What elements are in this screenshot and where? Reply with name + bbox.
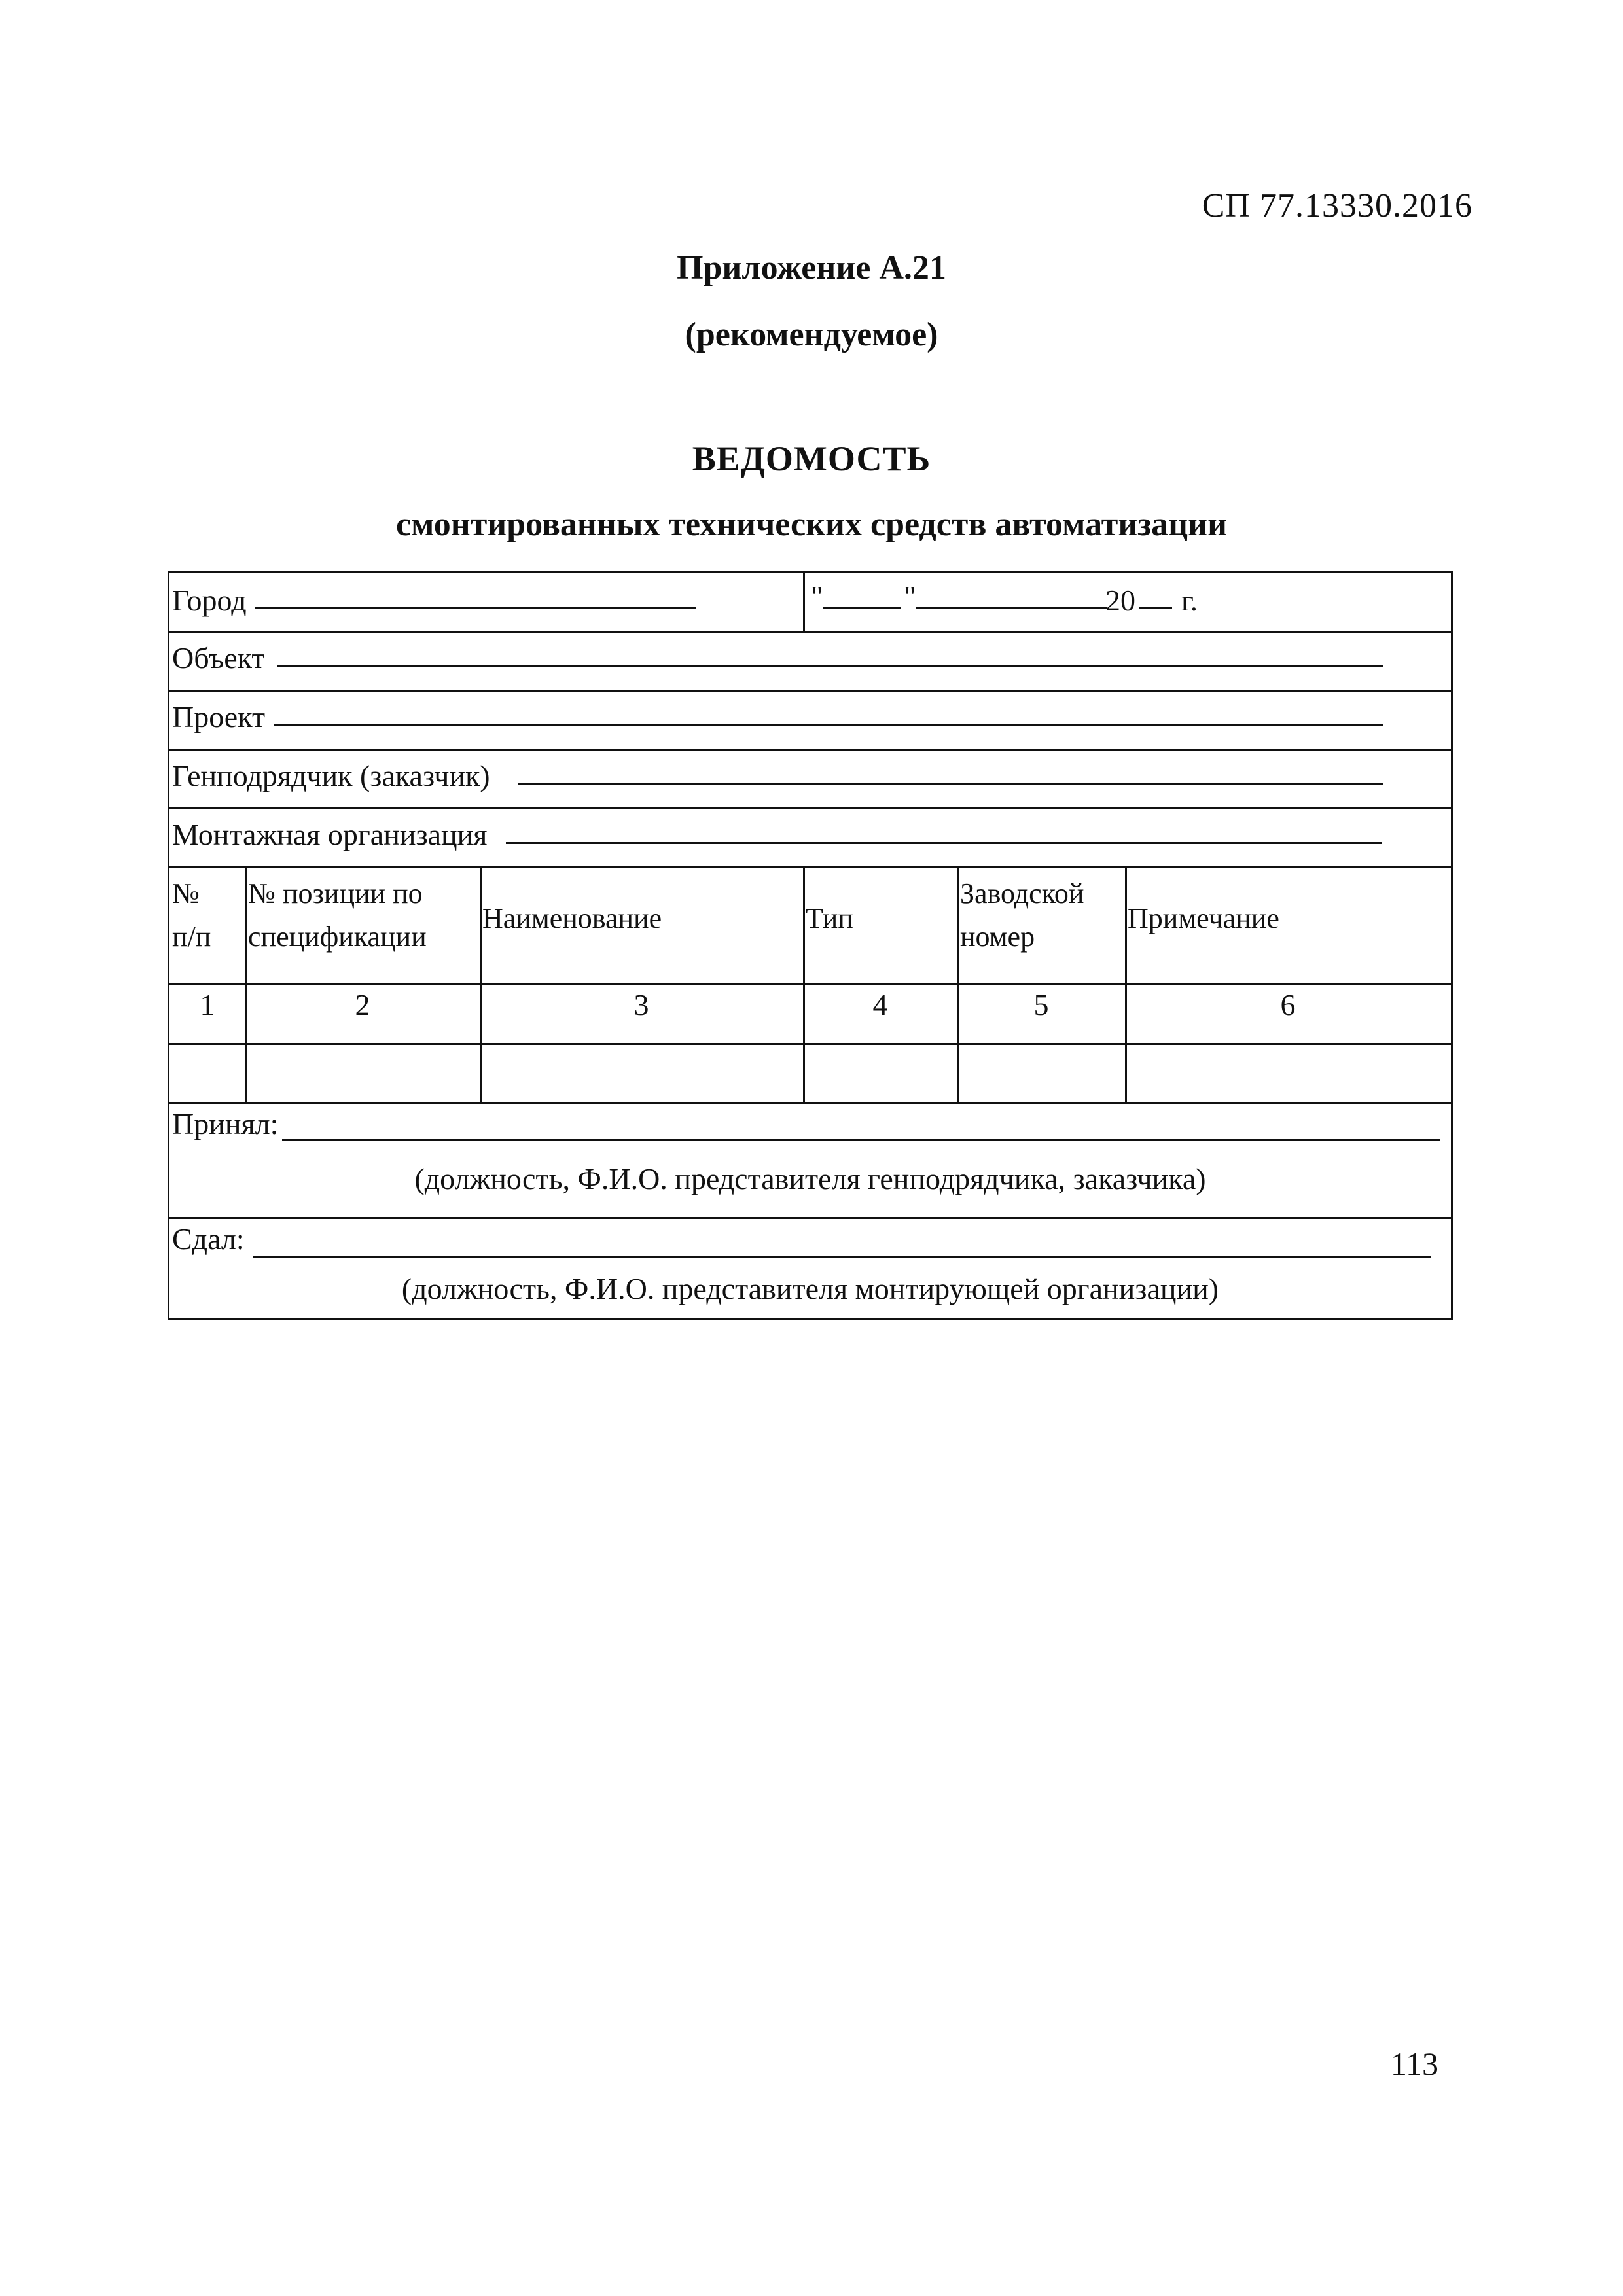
object-row	[169, 633, 1451, 692]
project-label: Проект	[172, 700, 266, 733]
col-header-number: № п/п	[172, 877, 211, 953]
city-label: Город	[172, 584, 247, 617]
date-year-prefix: 20	[1105, 584, 1135, 617]
accepted-row	[169, 1104, 1451, 1219]
table-row[interactable]	[169, 1045, 1451, 1104]
col-header-serial: Заводской номер	[960, 877, 1084, 953]
date-quote-open: "	[811, 580, 823, 613]
table-header-row	[169, 868, 1451, 985]
column-number-row	[169, 985, 1451, 1045]
project-input-line[interactable]	[274, 724, 1383, 726]
col-number-4: 4	[872, 988, 888, 1021]
col-number-3: 3	[633, 988, 649, 1021]
page-number: 113	[1390, 2045, 1438, 2082]
column-divider	[803, 868, 805, 1104]
date-suffix: г.	[1181, 584, 1198, 617]
column-divider	[245, 868, 247, 1104]
date-day-line[interactable]	[823, 607, 901, 609]
object-label: Объект	[172, 641, 265, 675]
document-title: ВЕДОМОСТЬ	[692, 439, 931, 478]
col-number-5: 5	[1033, 988, 1049, 1021]
column-divider	[957, 868, 959, 1104]
project-row	[169, 692, 1451, 751]
col-header-name: Наименование	[482, 902, 662, 934]
date-year-line[interactable]	[1139, 607, 1172, 609]
date-month-line[interactable]	[916, 607, 1107, 609]
city-date-row	[169, 573, 1451, 633]
handed-caption: (должность, Ф.И.О. представителя монтирующей организации)	[401, 1272, 1219, 1305]
col-header-type: Тип	[806, 902, 853, 934]
column-divider	[480, 868, 482, 1104]
column-divider	[1125, 868, 1127, 1104]
accepted-caption: (должность, Ф.И.О. представителя генподрядчика, заказчика)	[414, 1162, 1206, 1195]
handed-row	[169, 1219, 1451, 1318]
annex-status: (рекомендуемое)	[685, 316, 938, 353]
statement-form	[168, 571, 1453, 1320]
accepted-input-line[interactable]	[282, 1139, 1440, 1141]
date-quote-close: "	[904, 580, 916, 613]
contractor-row	[169, 751, 1451, 809]
document-subtitle: смонтированных технических средств автоматизации	[395, 506, 1228, 543]
col-header-note: Примечание	[1128, 902, 1279, 934]
object-input-line[interactable]	[277, 665, 1383, 667]
accepted-label: Принял:	[172, 1107, 279, 1140]
contractor-input-line[interactable]	[518, 783, 1383, 785]
row-divider	[803, 573, 805, 633]
col-number-6: 6	[1280, 988, 1296, 1021]
installer-input-line[interactable]	[506, 842, 1382, 844]
col-header-position: № позиции по спецификации	[248, 877, 427, 953]
installer-label: Монтажная организация	[172, 818, 488, 851]
annex-title: Приложение А.21	[677, 249, 946, 287]
standard-code: СП 77.13330.2016	[1202, 187, 1472, 224]
handed-input-line[interactable]	[253, 1256, 1431, 1258]
installer-row	[169, 809, 1451, 868]
col-number-2: 2	[355, 988, 370, 1021]
city-input-line[interactable]	[255, 607, 696, 609]
contractor-label: Генподрядчик (заказчик)	[172, 759, 490, 792]
col-number-1: 1	[200, 988, 215, 1021]
handed-label: Сдал:	[172, 1222, 245, 1256]
